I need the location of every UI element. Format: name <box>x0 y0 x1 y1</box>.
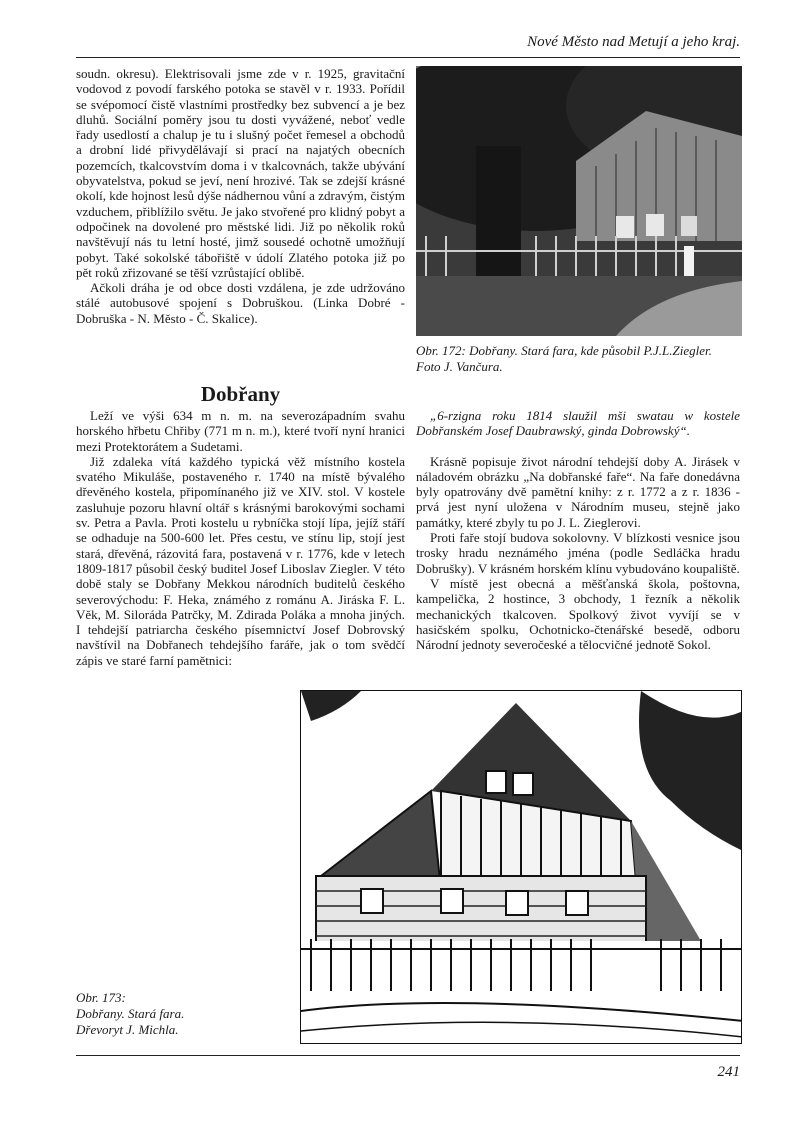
paragraph: Již zdaleka vítá každého typická věž místního kostela svatého Mikuláše, postaveného r. 1740 na místě bývalého dřevěného kostela, připomínaného již ve XIV. stol. V kostele zasluhuje pozoru hlavní oltář s krásnými barokovými sochami sv. Petra a Pavla. Proti kostelu u rybníčka stojí lípa, jejíž stáří se odhaduje na 500-600 let. Přes cestu, ve stínu lip, stojí jest stará, dřevěná, rázovitá fara, postavená v r. 1776, kde v letech 1809-1817 působil český buditel Josef Liboslav Ziegler. V této době staly se Dobřany Mekkou národních buditelů českého severovýchodu: F. Heka, známého z románu A. Jiráska F. L. Věk, M. Siloráda Patrčky, M. Zdirada Poláka a mnoha jiných. I tehdejší patriarcha českého písemnictví Josef Dobrovský navštívil na Dobřanech tehdejšího faráře, jak o tom svědčí zápis ve staré farní pamětnici: <box>76 453 405 668</box>
quotation: „6-rzigna roku 1814 slaužil mši swatau w kostele Dobřanském Josef Daubrawský, ginda Dobrowský“. <box>416 408 740 439</box>
caption-line: Obr. 172: Dobřany. Stará fara, kde působil P.J.L.Ziegler. <box>416 343 712 358</box>
paragraph: Ačkoli dráha je od obce dosti vzdálena, je zde udržováno stálé autobusové spojení s Dobruškou. (Linka Dobré - Dobruška - N. Město - Č. Skalice). <box>76 280 405 326</box>
paragraph: Leží ve výši 634 m n. m. na severozápadním svahu horského hřbetu Chřiby (771 m n. m.), které tvoří nyní hranici mezi Protektorátem a Sudetami. <box>76 408 405 454</box>
column-intro <box>76 66 405 326</box>
running-header: Nové Město nad Metují a jeho kraj. <box>527 34 740 50</box>
caption-credit: Dřevoryt J. Michla. <box>76 1022 179 1037</box>
column-dobrany-right <box>416 408 740 652</box>
figure-caption <box>416 343 746 375</box>
caption-credit: Foto J. Vančura. <box>416 359 503 374</box>
caption-line: Obr. 173: <box>76 990 126 1005</box>
header-rule <box>76 57 740 58</box>
paragraph: Proti faře stojí budova sokolovny. V blízkosti vesnice jsou trosky hradu neznámého jména (podle Sedláčka hradu Dobrušky). V krásném horském klínu vybudováno koupaliště. <box>416 530 740 576</box>
paragraph: soudn. okresu). Elektrisovali jsme zde v r. 1925, gravitační vodovod z povodí farského potoka se stavěl v r. 1933. Pořídil se svépomocí čistě vlastními prostředky bez subvencí a je bez dluhů. Sociální poměry jsou tu dosti vyvážené, neboť vedle řady usedlostí a chalup je tu i slušný počet řemesel a obchodů a drobní lidé přivydělávají si prací na najatých obecních pozemcích, tkalcovstvím doma i v tkalcovnách, takže ubývání obyvatelstva, pokud se jeví, není hrozivé. Tak se zdejší krásné okolí, kde hojnost lesů dýše nádhernou vůní a zdravým, čistým vzduchem, přiblížilo světu. Je jako stvořené pro klidný pobyt a odpočinek na dovolené pro městské lidi. Již po několik roků navštěvují nás tu letní hosté, jimž sousedé ochotně umožňují pobyt. Také sokolské tábořiště v údolí Zlatého potoka již po pět roků zřizované se těší vzrůstající oblibě. <box>76 66 405 280</box>
caption-line: Dobřany. Stará fara. <box>76 1006 185 1021</box>
paragraph: Krásně popisuje život národní tehdejší doby A. Jirásek v náladovém obrázku „Na dobřanské faře“. Na faře donedávna byly opatrovány dvě pamětní knihy: z r. 1772 a z r. 1836 - prvá jest nyní uložena v Národním museu, stejně jako památky, které zbyly tu po J. L. Zieglerovi. <box>416 453 740 530</box>
paragraph: V místě jest obecná a měšťanská škola, poštovna, kampelička, 2 hostince, 3 obchody, 1 řezník a několik mechanických tkalcoven. Spolkový život vyvíjí se v hasičském spolku, Ochotnicko-čtenářské besedě, odboru Národní jednoty severočeské a tělocvičné jednotě Sokol. <box>416 575 740 653</box>
figure-caption <box>76 990 286 1038</box>
section-title: Dobřany <box>200 382 281 406</box>
footer-rule <box>76 1055 740 1056</box>
woodcut-old-parsonage <box>300 690 742 1044</box>
column-dobrany-left <box>76 408 405 668</box>
page-number: 241 <box>717 1064 740 1080</box>
photo-old-parsonage <box>416 66 742 336</box>
